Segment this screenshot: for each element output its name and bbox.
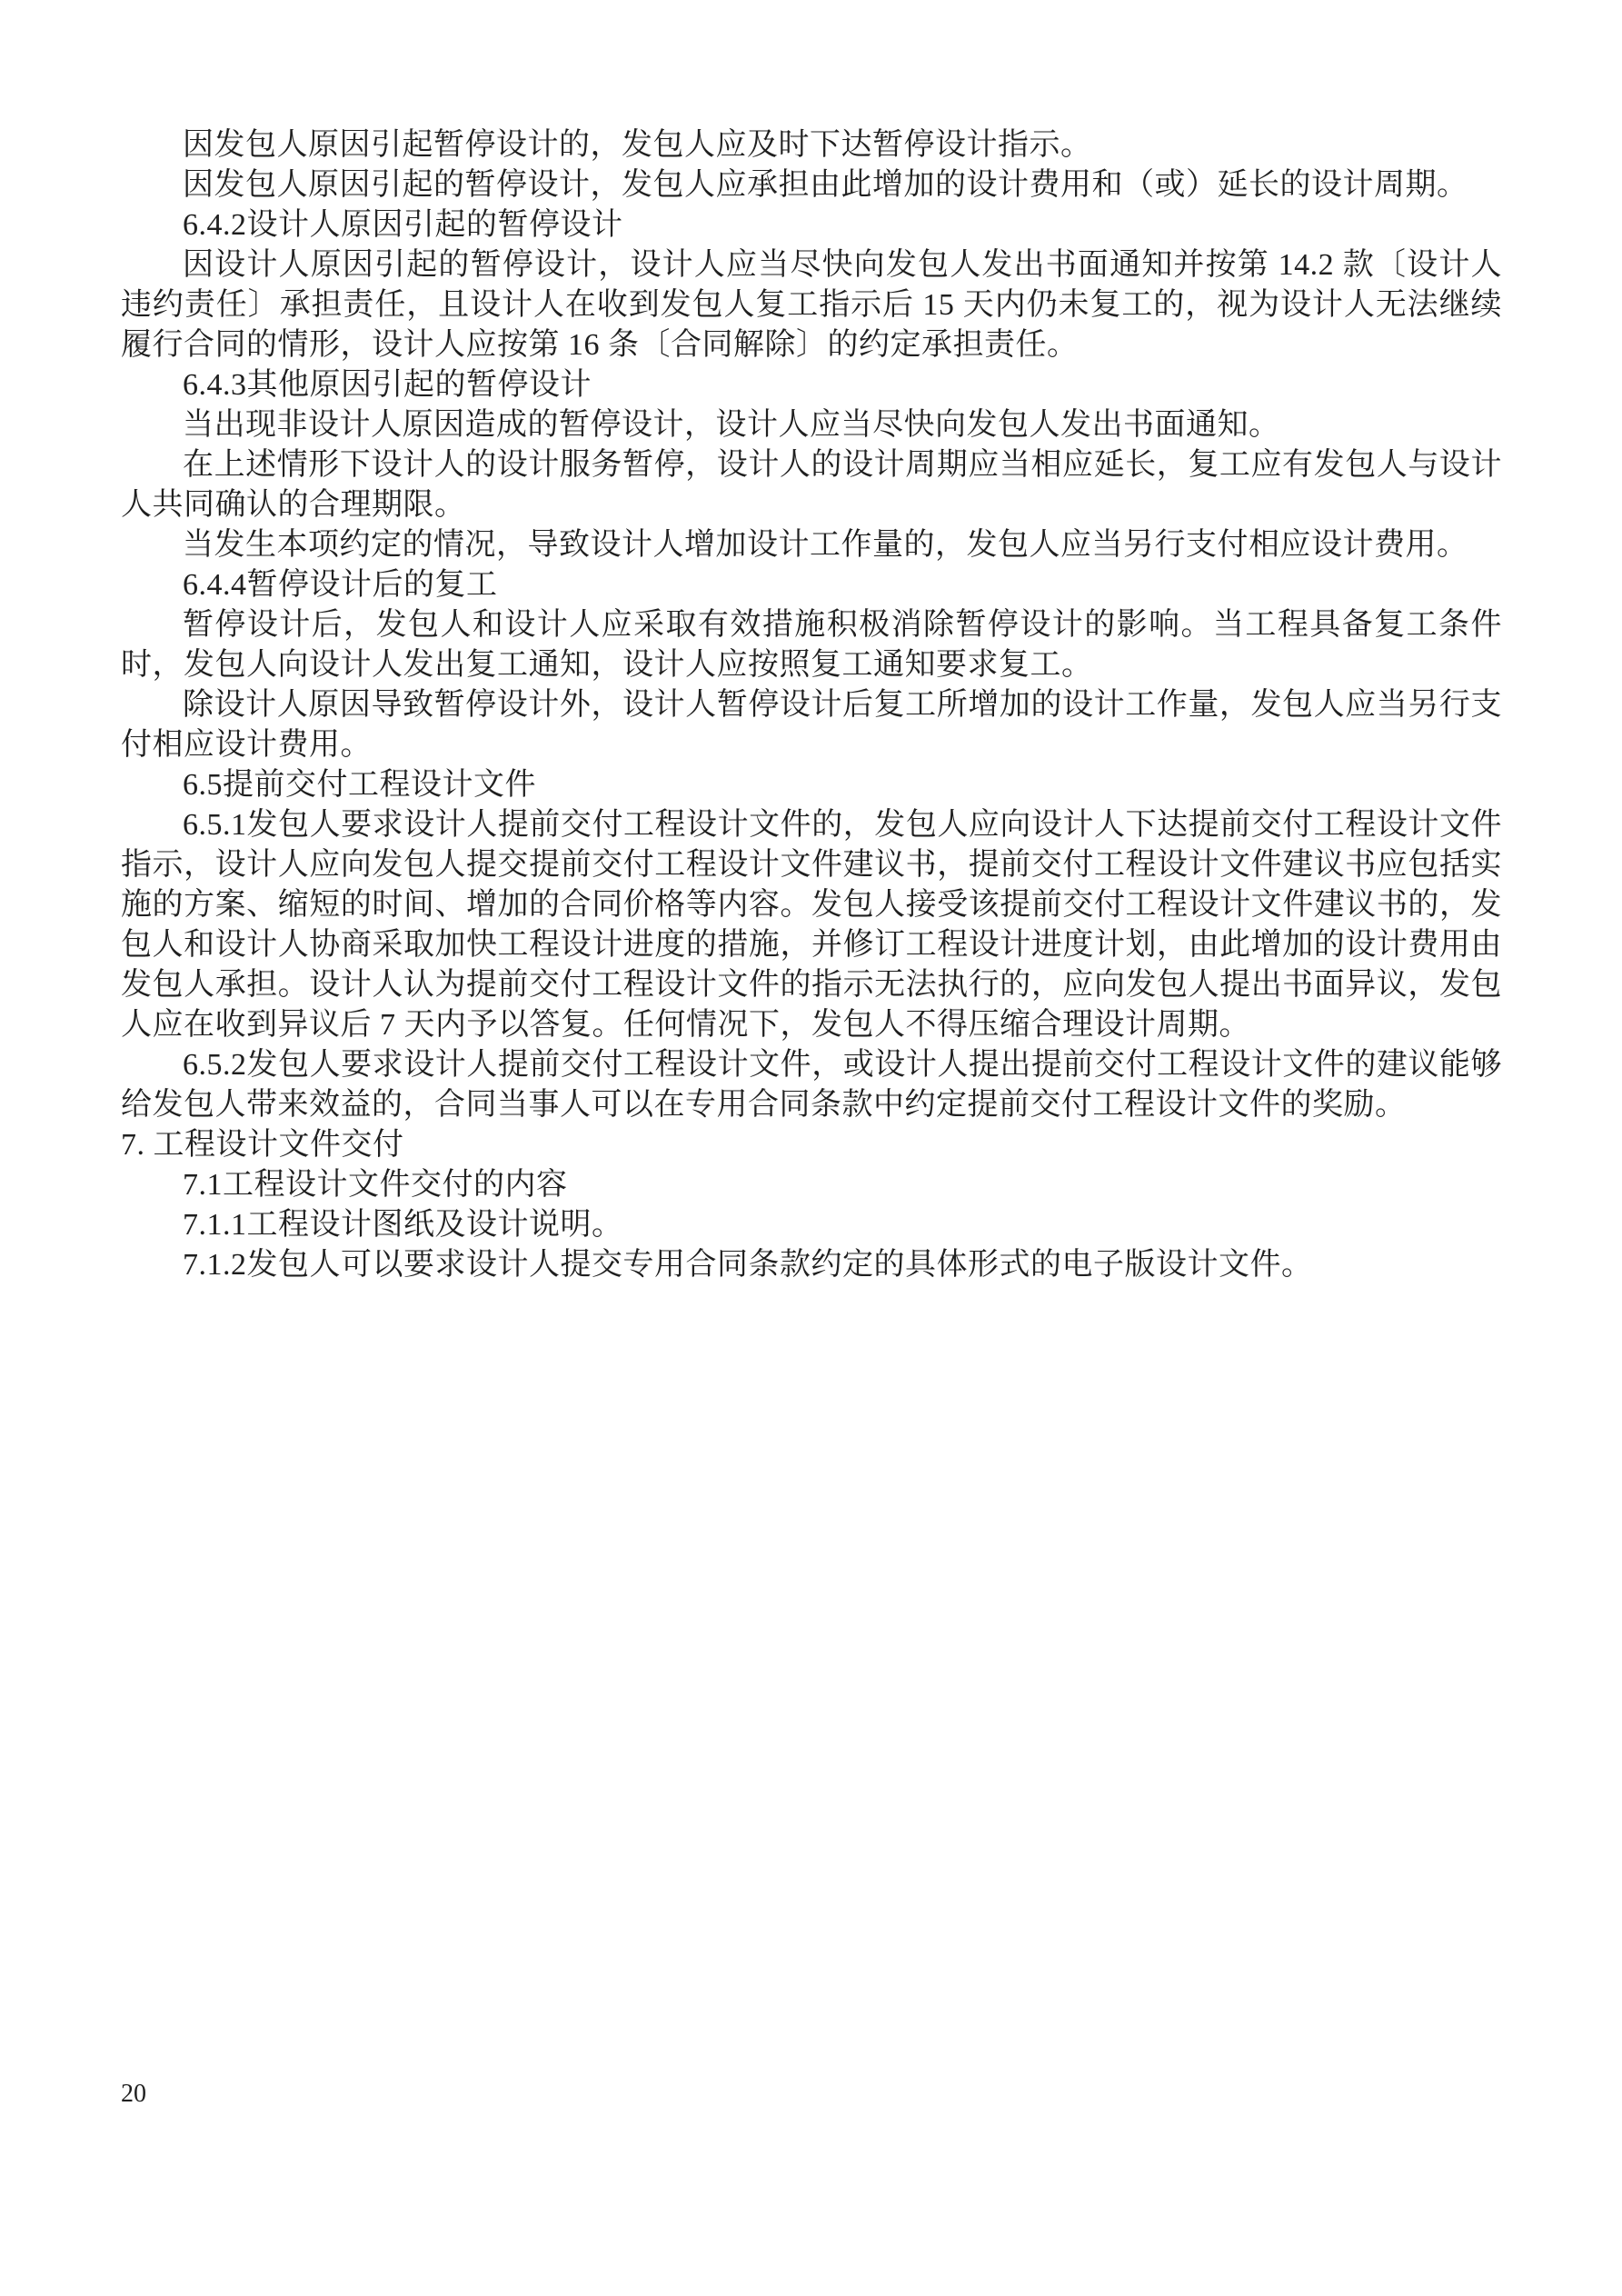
paragraph: 7. 工程设计文件交付 [121,1128,404,1162]
paragraph: 6.5提前交付工程设计文件 [183,768,536,802]
paragraph: 因设计人原因引起的暂停设计，设计人应当尽快向发包人发出书面通知并按第 14.2 款〔设计人违约责任〕承担责任，且设计人在收到发包人复工指示后 15 天内仍未复工的，视为设计人无法继续履行合同的情形，设计人应按第 16 条〔合同解除〕的约定承担责任。 [121,248,1502,362]
paragraph: 6.4.2设计人原因引起的暂停设计 [183,208,623,242]
paragraph: 当发生本项约定的情况，导致设计人增加设计工作量的，发包人应当另行支付相应设计费用。 [183,528,1468,562]
paragraph: 因发包人原因引起暂停设计的，发包人应及时下达暂停设计指示。 [183,128,1092,162]
paragraph: 6.4.4暂停设计后的复工 [183,568,498,602]
paragraph: 当出现非设计人原因造成的暂停设计，设计人应当尽快向发包人发出书面通知。 [183,408,1280,442]
paragraph: 6.5.1发包人要求设计人提前交付工程设计文件的，发包人应向设计人下达提前交付工程设计文件指示，设计人应向发包人提交提前交付工程设计文件建议书，提前交付工程设计文件建议书应包括实施的方案、缩短的时间、增加的合同价格等内容。发包人接受该提前交付工程设计文件建议书的，发包人和设计人协商采取加快工程设计进度的措施，并修订工程设计进度计划，由此增加的设计费用由发包人承担。设计人认为提前交付工程设计文件的指示无法执行的，应向发包人提出书面异议，发包人应在收到异议后 7 天内予以答复。任何情况下，发包人不得压缩合理设计周期。 [121,808,1502,1042]
paragraph: 6.4.3其他原因引起的暂停设计 [183,368,592,402]
paragraph: 因发包人原因引起的暂停设计，发包人应承担由此增加的设计费用和（或）延长的设计周期。 [183,168,1468,202]
paragraph: 6.5.2发包人要求设计人提前交付工程设计文件，或设计人提出提前交付工程设计文件的建议能够给发包人带来效益的，合同当事人可以在专用合同条款中约定提前交付工程设计文件的奖励。 [121,1048,1502,1122]
paragraph: 7.1工程设计文件交付的内容 [183,1168,568,1202]
paragraph: 在上述情形下设计人的设计服务暂停，设计人的设计周期应当相应延长，复工应有发包人与设计人共同确认的合理期限。 [121,448,1502,522]
page-number: 20 [121,2080,146,2108]
paragraph: 暂停设计后，发包人和设计人应采取有效措施积极消除暂停设计的影响。当工程具备复工条件时，发包人向设计人发出复工通知，设计人应按照复工通知要求复工。 [121,608,1502,682]
paragraph: 除设计人原因导致暂停设计外，设计人暂停设计后复工所增加的设计工作量，发包人应当另行支付相应设计费用。 [121,688,1502,762]
paragraph: 7.1.2发包人可以要求设计人提交专用合同条款约定的具体形式的电子版设计文件。 [183,1248,1313,1282]
paragraph: 7.1.1工程设计图纸及设计说明。 [183,1208,623,1242]
document-body [121,125,1502,1285]
